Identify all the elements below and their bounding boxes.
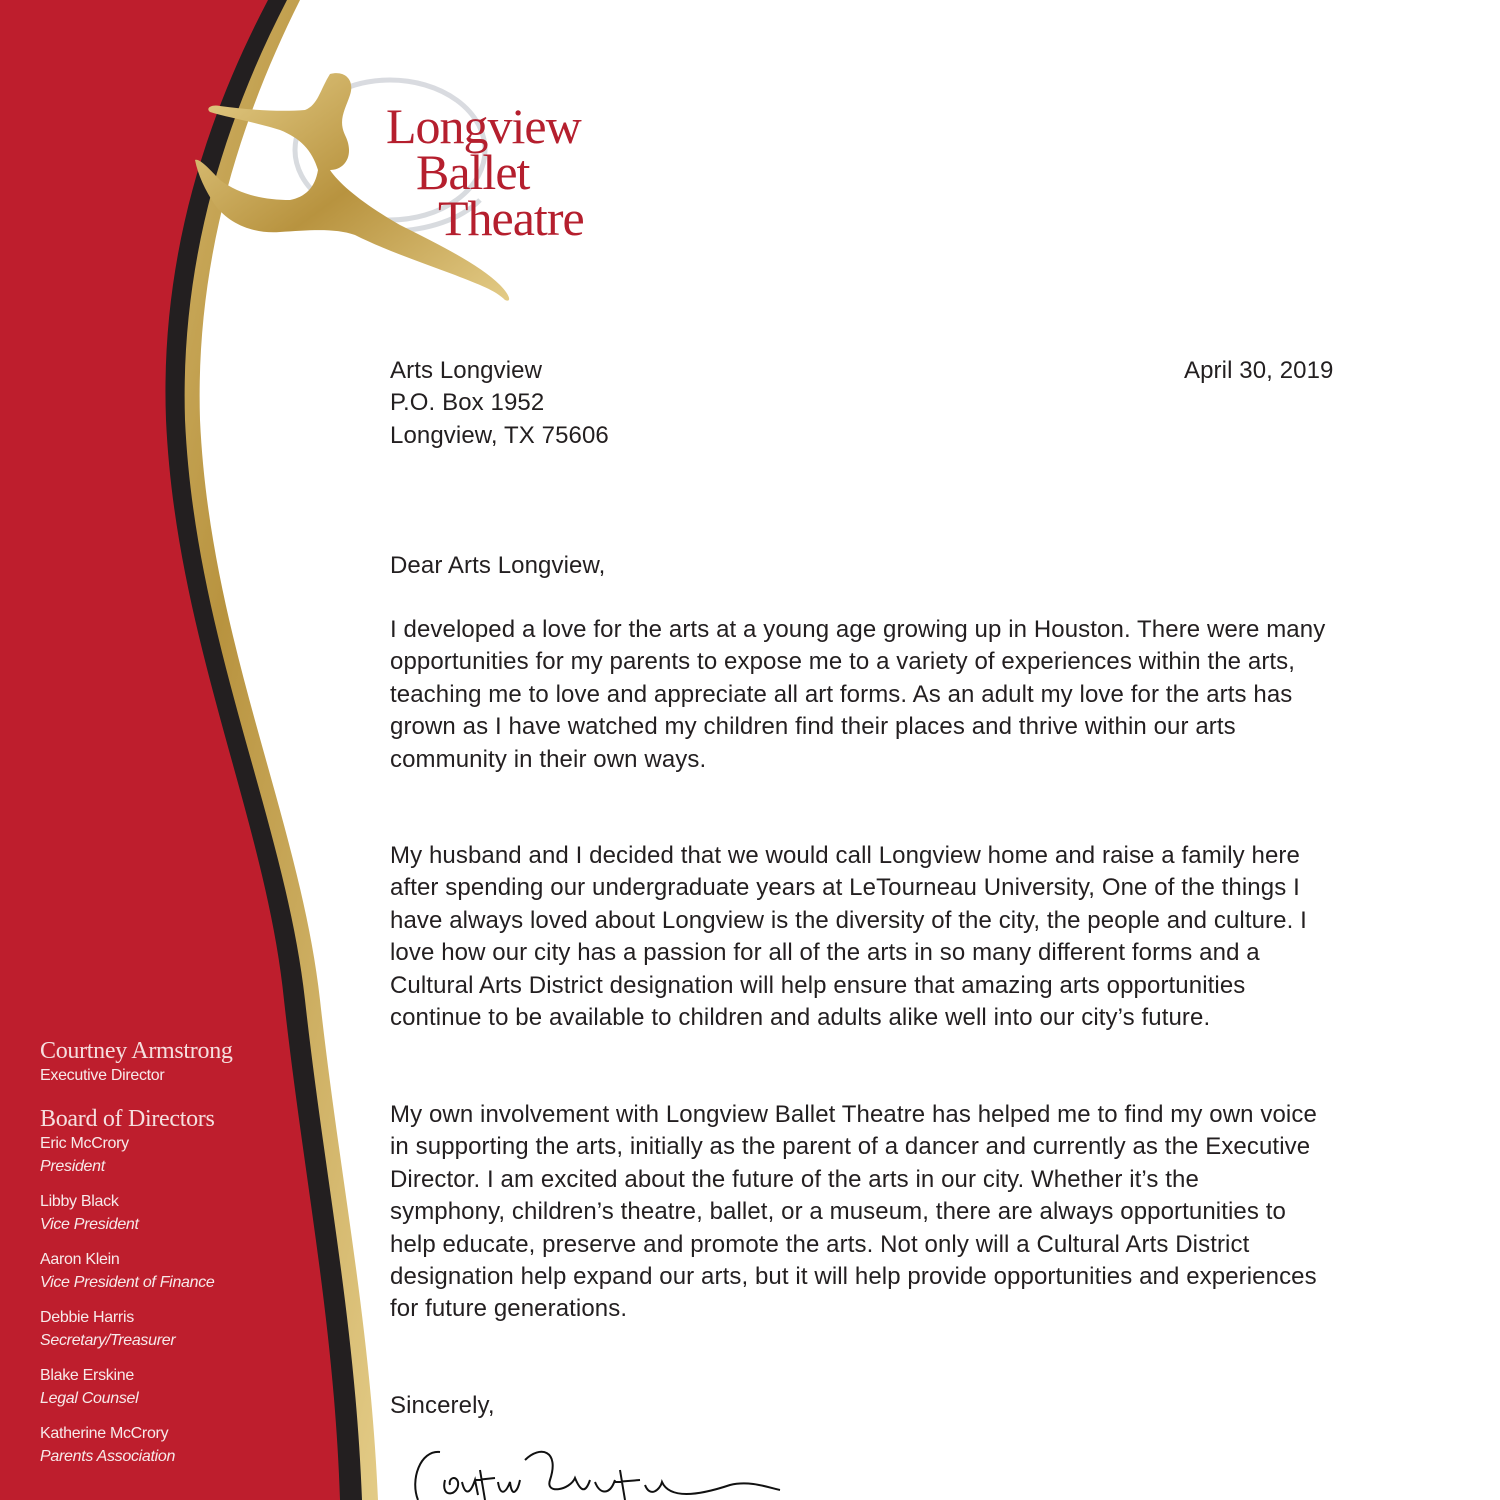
text-line: designation help expand our arts, but it will help provide opportunities and experiences	[390, 1263, 1317, 1291]
text-line: help educate, preserve and promote the arts. Not only will a Cultural Arts District	[390, 1230, 1250, 1258]
member-name: Aaron Klein	[40, 1251, 120, 1268]
paragraph-3	[390, 1099, 1317, 1326]
closing: Sincerely,	[390, 1392, 495, 1419]
board-heading: Board of Directors	[40, 1106, 215, 1132]
member-role: Parents Association	[40, 1448, 176, 1465]
text-line: grown as I have watched my children find their places and thrive within our arts	[390, 713, 1236, 741]
text-line: My husband and I decided that we would call Longview home and raise a family here	[390, 842, 1300, 869]
member-role: Legal Counsel	[40, 1390, 139, 1407]
member-name: Blake Erskine	[40, 1367, 134, 1384]
paragraph-2	[390, 840, 1307, 1034]
member-role: Vice President of Finance	[40, 1274, 215, 1291]
recipient-address	[390, 355, 609, 452]
address-line: Arts Longview	[390, 357, 543, 384]
board-member	[40, 1423, 233, 1469]
logo-line-longview: Longview	[386, 98, 581, 154]
text-line: My own involvement with Longview Ballet Theatre has helped me to find my own voice	[390, 1101, 1317, 1128]
logo-line-ballet: Ballet	[416, 144, 530, 200]
text-line: for future generations.	[390, 1295, 628, 1323]
sidebar-staff	[40, 1037, 233, 1481]
member-name: Libby Black	[40, 1193, 119, 1210]
text-line: continue to be available to children and adults alike well into our city’s future.	[390, 1004, 1211, 1032]
text-line: teaching me to love and appreciate all art forms. As an adult my love for the arts has	[390, 680, 1293, 708]
director-title: Executive Director	[40, 1067, 165, 1084]
member-role: Vice President	[40, 1216, 139, 1233]
text-line: symphony, children’s theatre, ballet, or a museum, there are always opportunities to	[390, 1198, 1286, 1226]
member-role: President	[40, 1158, 105, 1175]
signature	[400, 1440, 800, 1500]
member-role: Secretary/Treasurer	[40, 1332, 176, 1349]
member-name: Debbie Harris	[40, 1309, 134, 1326]
paragraph-1	[390, 614, 1325, 776]
text-line: I developed a love for the arts at a young age growing up in Houston. There were many	[390, 616, 1326, 643]
board-member	[40, 1307, 233, 1353]
member-name: Katherine McCrory	[40, 1425, 169, 1442]
director-name: Courtney Armstrong	[40, 1038, 233, 1064]
text-line: opportunities for my parents to expose me to a variety of experiences within the arts,	[390, 648, 1296, 676]
logo-text	[386, 98, 584, 246]
board-member	[40, 1365, 233, 1411]
text-line: love how our city has a passion for all of the arts in so many different forms and a	[390, 939, 1260, 967]
address-line: P.O. Box 1952	[390, 389, 545, 417]
text-line: Director. I am excited about the future of the arts in our city. Whether it’s the	[390, 1165, 1199, 1193]
address-line: Longview, TX 75606	[390, 421, 609, 449]
letter-date: April 30, 2019	[1184, 357, 1334, 384]
board-member	[40, 1191, 233, 1237]
text-line: have always loved about Longview is the diversity of the city, the people and culture. I	[390, 906, 1307, 934]
text-line: after spending our undergraduate years at LeTourneau University, One of the things I	[390, 874, 1300, 902]
salutation: Dear Arts Longview,	[390, 552, 606, 579]
board-member	[40, 1249, 233, 1295]
text-line: community in their own ways.	[390, 745, 707, 773]
logo-line-theatre: Theatre	[438, 190, 584, 246]
text-line: Cultural Arts District designation will help ensure that amazing arts opportunities	[390, 971, 1246, 999]
board-member	[40, 1133, 233, 1179]
member-name: Eric McCrory	[40, 1135, 129, 1152]
text-line: in supporting the arts, initially as the parent of a dancer and currently as the Executive	[390, 1133, 1311, 1161]
